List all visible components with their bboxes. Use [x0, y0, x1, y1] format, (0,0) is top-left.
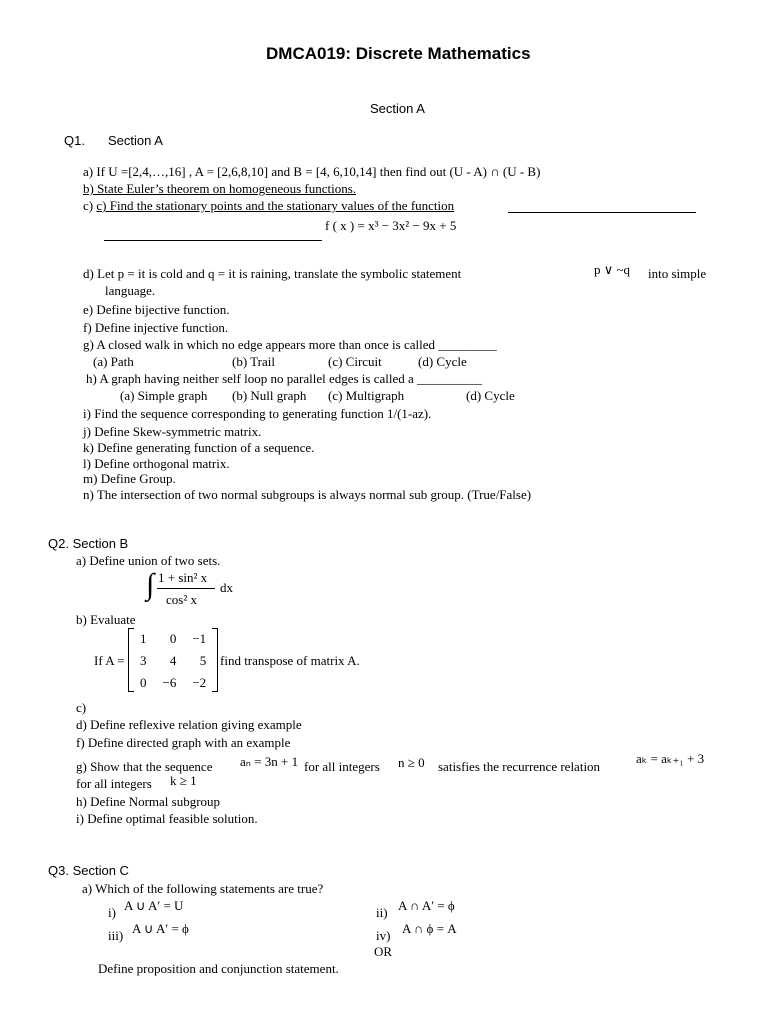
page-title: DMCA019: Discrete Mathematics	[266, 44, 531, 63]
q2-item-a: a) Define union of two sets.	[76, 553, 221, 568]
matrix-cell: 0	[140, 675, 147, 690]
matrix-cell: 0	[169, 631, 177, 646]
q1-item-n: n) The intersection of two normal subgroups is always normal sub group. (True/False)	[83, 487, 532, 502]
blank-line	[508, 212, 696, 213]
q1-item-c-label: c)	[83, 198, 97, 213]
q3-item-a: a) Which of the following statements are true?	[82, 881, 324, 896]
q1-h-option: (b) Null graph	[232, 388, 307, 403]
q1-item-a: a) If U =[2,4,…,16] , A = [2,6,8,10] and B = [4, 6,10,14] then find out (U - A) ∩ (U - B)	[83, 164, 541, 179]
q2-g-mid2: satisfies the recurrence relation	[438, 759, 601, 774]
blank-line	[104, 240, 322, 241]
q1-c-formula: f ( x ) = x³ − 3x² − 9x + 5	[325, 218, 457, 233]
q1-item-c	[83, 198, 454, 213]
q1-item-h: h) A graph having neither self loop no parallel edges is called a __________	[86, 371, 483, 386]
matrix-cell: 4	[169, 653, 177, 668]
q1-d-tail: into simple	[648, 266, 707, 281]
q3-opt-iii-label: iii)	[108, 928, 124, 943]
q3-heading: Q3. Section C	[48, 863, 129, 878]
q2-g-mid: for all integers	[304, 759, 380, 774]
q3-opt-i-label: i)	[108, 905, 116, 920]
q1-item-d: d) Let p = it is cold and q = it is raining, translate the symbolic statement	[83, 266, 462, 281]
q2-item-b: b) Evaluate	[76, 612, 136, 627]
q2-item-c: c)	[76, 700, 87, 715]
q2-item-g: g) Show that the sequence	[76, 759, 213, 774]
q1-g-option: (b) Trail	[232, 354, 275, 369]
q3-opt-ii: A ∩ A′ = ϕ	[398, 898, 455, 913]
q3-opt-ii-label: ii)	[376, 905, 388, 920]
integral-dx: dx	[220, 580, 233, 595]
q1-item-j: j) Define Skew-symmetric matrix.	[83, 424, 262, 439]
q2-g-line2: for all integers	[76, 776, 152, 791]
integral-sign: ∫	[146, 568, 155, 601]
q3-or: OR	[374, 944, 393, 959]
matrix-row	[132, 628, 214, 650]
q1-item-b: b) State Euler’s theorem on homogeneous functions.	[83, 181, 357, 196]
q1-item-f: f) Define injective function.	[83, 320, 229, 335]
matrix-cell: 5	[199, 653, 207, 668]
matrix-cell: −1	[192, 631, 207, 646]
q1-h-option: (d) Cycle	[466, 388, 515, 403]
q2-g-sequence: aₙ = 3n + 1	[240, 754, 299, 769]
q1-item-i: i) Find the sequence corresponding to generating function 1/(1-az).	[83, 406, 432, 421]
matrix-cell: −2	[192, 675, 207, 690]
q2-g-condition: n ≥ 0	[398, 755, 425, 770]
q1-g-option: (d) Cycle	[418, 354, 467, 369]
q2-item-f: f) Define directed graph with an example	[76, 735, 291, 750]
q2-g-relation: aₖ = aₖ₊₁ + 3	[636, 751, 705, 766]
matrix-table	[132, 628, 214, 694]
q1-item-c-text: c) Find the stationary points and the stationary values of the function	[96, 198, 455, 213]
integral-numerator: 1 + sin² x	[158, 570, 208, 585]
q2-item-h: h) Define Normal subgroup	[76, 794, 221, 809]
q1-item-m: m) Define Group.	[83, 471, 176, 486]
matrix-row	[132, 672, 214, 694]
q2-g-condition2: k ≥ 1	[170, 773, 197, 788]
matrix-row	[132, 650, 214, 672]
q1-d-symbol: p ∨ ~q	[594, 262, 631, 277]
fraction-bar	[157, 588, 215, 589]
q1-g-option: (c) Circuit	[328, 354, 382, 369]
q1-item-k: k) Define generating function of a sequence.	[83, 440, 315, 455]
section-a-heading: Section A	[370, 101, 425, 116]
q1-h-option: (c) Multigraph	[328, 388, 405, 403]
q1-g-option: (a) Path	[93, 354, 134, 369]
q3-opt-iv-label: iv)	[376, 928, 391, 943]
q3-define: Define proposition and conjunction statement.	[98, 961, 339, 976]
q3-opt-i: A ∪ A′ = U	[124, 898, 184, 913]
q3-opt-iii: A ∪ A′ = ϕ	[132, 921, 189, 936]
integral-denominator: cos² x	[166, 592, 197, 607]
q1-item-g: g) A closed walk in which no edge appears more than once is called _________	[83, 337, 497, 352]
q1-heading: Section A	[108, 133, 163, 148]
matrix-cell: 1	[140, 631, 147, 646]
matrix-cell: 3	[140, 653, 147, 668]
q1-item-e: e) Define bijective function.	[83, 302, 230, 317]
q1-item-l: l) Define orthogonal matrix.	[83, 456, 230, 471]
q2-item-i: i) Define optimal feasible solution.	[76, 811, 258, 826]
matrix-prefix: If A =	[94, 653, 125, 668]
matrix-cell: −6	[162, 675, 177, 690]
q2-heading: Q2. Section B	[48, 536, 129, 551]
q3-opt-iv: A ∩ ϕ = A	[402, 921, 457, 936]
q1-d-line2: language.	[105, 283, 156, 298]
matrix-a	[128, 628, 218, 690]
q2-item-d: d) Define reflexive relation giving example	[76, 717, 302, 732]
matrix-suffix: find transpose of matrix A.	[220, 653, 360, 668]
q1-label: Q1.	[64, 133, 85, 148]
q1-h-option: (a) Simple graph	[120, 388, 208, 403]
